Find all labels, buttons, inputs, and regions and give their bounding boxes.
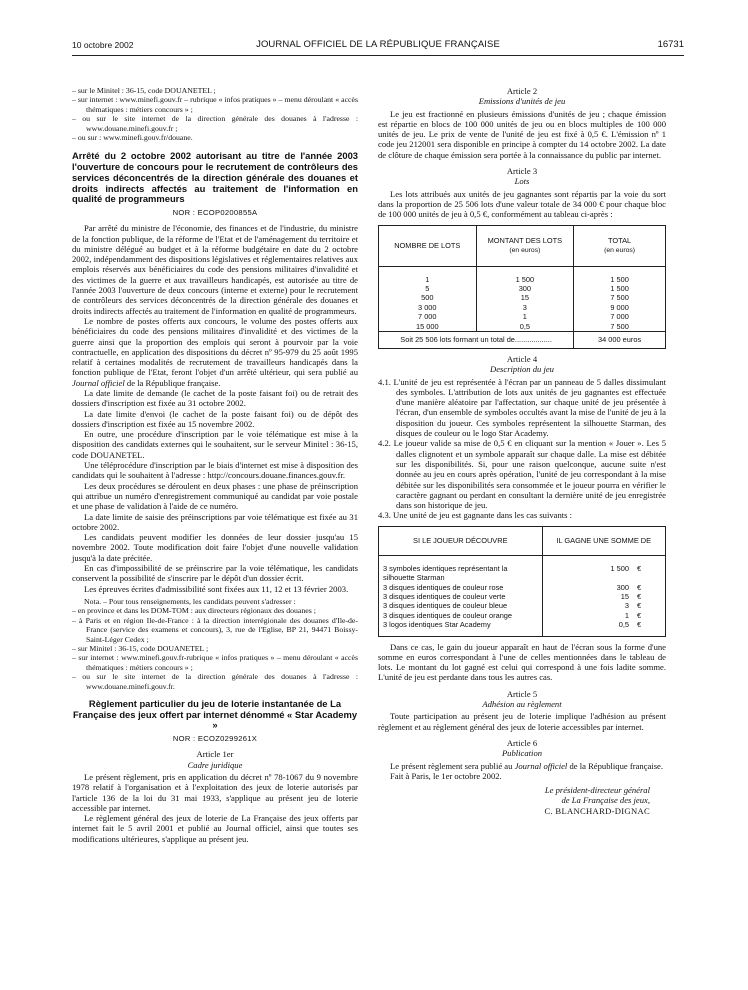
paragraph: Les épreuves écrites d'admissibilité sont fixées aux 11, 12 et 13 février 2003. xyxy=(84,583,349,594)
page-number: 16731 xyxy=(657,39,684,50)
article-subtitle: Publication xyxy=(501,748,543,759)
paragraph: La date limite de saisie des préinscriptions par voie télématique est fixée au 31 octobre 2002. xyxy=(72,511,358,532)
list-item: – sur le Minitel : 36-15, code DOUANETEL ; xyxy=(72,86,216,95)
column-header: MONTANT DES LOTS (en euros) xyxy=(476,225,574,266)
article-subtitle: Adhésion au règlement xyxy=(482,699,562,710)
list-item: – sur Minitel : 36-15, code DOUANETEL ; xyxy=(72,643,209,653)
list-item: 4.3. Une unité de jeu est gagnante dans les cas suivants : xyxy=(378,510,573,521)
column-header: TOTAL (en euros) xyxy=(574,225,666,266)
reglement-title: Règlement particulier du jeu de loterie instantanée de La Française des jeux offert par internet dénommé « Star Academy » xyxy=(72,698,358,731)
nota xyxy=(72,597,358,691)
description-list xyxy=(378,377,666,521)
paragraph: Dans ce cas, le gain du joueur apparaît en haut de l'écran sous la forme d'une somme en euros correspondant à l'une de celles mentionnées dans le tableau de lots. Le montant du lot gagné est celui qui correspond à une fois ladite somme. L'unité de jeu est perdante dans tous les autres cas. xyxy=(378,641,666,683)
list-item: – à Paris et en région Ile-de-France : à la direction interrégionale des douanes d'Ile-de-France (service des examens et concours), 3, rue de l'Eglise, BP 21, 94471 Boissy-Saint-Léger Cedex ; xyxy=(72,615,358,644)
article-subtitle: Cadre juridique xyxy=(187,759,243,770)
arrete-nor: NOR : ECOP0200855A xyxy=(172,207,258,217)
article-heading: Article 4 xyxy=(506,354,538,364)
paragraph: Le règlement général des jeux de loterie de La Française des jeux offerts par internet fait le 5 avril 2001 et publié au Journal officiel, ainsi que toutes ses modifications ultérieures, s'applique au présent jeu. xyxy=(72,813,358,844)
paragraph: La date limite de demande (le cachet de la poste faisant foi) ou de retrait des dossiers d'inscription est fixée au 31 octobre 2002. xyxy=(72,388,358,409)
header-rule xyxy=(72,55,684,56)
page-header xyxy=(72,40,684,54)
column-header: NOMBRE DE LOTS xyxy=(379,225,477,266)
article-subtitle: Lots xyxy=(514,176,530,187)
signatory-name: C. BLANCHARD-DIGNAC xyxy=(544,805,650,816)
column-header: IL GAGNE UNE SOMME DE xyxy=(542,526,665,555)
article-heading: Article 3 xyxy=(506,166,538,177)
header-date: 10 octobre 2002 xyxy=(72,40,134,50)
signatory-org: de La Française des jeux, xyxy=(561,795,650,806)
list-item: 4.2. Le joueur valide sa mise de 0,5 € en cliquant sur la mention « Jouer ». Les 5 dalles clignotent et un symbole apparaît sur chaque dalle. La mise est débitée sur les disponibilités. Si, pour une raison quelconque, aucune suite n'est donnée au jeu en cours après opération, l'unité de jeu correspondant à la mise débitée sur les disponibilités sera consommée et le joueur pourra en vérifier le caractère gagnant ou perdant en consultant la dernière unité de jeu enregistrée dans son historique de jeu. xyxy=(378,438,666,511)
signature-block xyxy=(378,785,666,816)
paragraph: Le nombre de postes offerts aux concours, le volume des postes offerts aux bénéficiaires du code des pensions militaires d'invalidité et des victimes de la guerre ainsi que la proportion des emplois qui seront à pourvoir par la voie contractuelle, en application des dispositions du décret nº 95-979 du 25 août 1995 relatif à certaines modalités de recrutement de travailleurs handicapés dans la fonction publique de l'Etat, feront l'objet d'un arrêté ultérieur, qui sera publié au Journal officiel de la République française. xyxy=(72,315,358,388)
paragraph: Le présent règlement, pris en application du décret nº 78-1067 du 9 novembre 1978 relatif à l'organisation et à l'exploitation des jeux de loterie autorisés par l'article 136 de la loi du 31 mai 1933, s'applique au présent jeu de loterie accessible par internet. xyxy=(72,772,358,813)
header-title: JOURNAL OFFICIEL DE LA RÉPUBLIQUE FRANÇAISE xyxy=(256,39,500,50)
article-heading: Article 5 xyxy=(506,688,538,699)
paragraph: Les lots attribués aux unités de jeu gagnantes sont répartis par la voie du sort dans la proportion de 25 506 lots d'une valeur totale de 34 000 € pour chaque bloc de 100 000 unités de jeu à 0,5 €, conformément au tableau ci-après : xyxy=(378,188,666,220)
paragraph: Une téléprocédure d'inscription par le biais d'internet est mise à disposition des candidats qui le souhaitent à l'adresse : http://concours.douane.finances.gouv.fr. xyxy=(72,460,358,481)
contact-list xyxy=(72,86,358,142)
table-row: 1 5 500 3 000 7 000 15 000 1 500 300 15 3 1 0,5 1 500 1 500 7 500 9 000 7 000 7 500 xyxy=(379,266,666,331)
article-heading: Article 6 xyxy=(506,737,538,748)
list-item: – en province et dans les DOM-TOM : aux directeurs régionaux des douanes ; xyxy=(72,606,316,616)
paragraph: Le présent règlement sera publié au Journal officiel de la République française. xyxy=(390,760,663,771)
article-heading: Article 2 xyxy=(506,86,538,96)
table-total-row xyxy=(379,332,666,349)
lots-table xyxy=(378,225,666,349)
arrete-title: Arrêté du 2 octobre 2002 autorisant au titre de l'année 2003 l'ouverture de concours pour le recrutement de contrôleurs des services déconcentrés de la direction générale des douanes et droits indirects affectés au traitement de l'information en qualité de programmeurs xyxy=(72,150,358,205)
paragraph: Par arrêté du ministre de l'économie, des finances et de l'industrie, du ministre de la fonction publique, de la réforme de l'Etat et de l'aménagement du territoire et du ministre délégué au budget et à la réforme budgétaire en date du 2 octobre 2002, indépendamment des dispositions législatives et réglementaires relatives aux emplois réservés aux bénéficiaires du code des pensions militaires d'invalidité et des victimes de la guerre et aux travailleurs handicapés, est autorisée au titre de l'année 2003 l'ouverture de deux concours (interne et externe) pour le recrutement de contrôleurs des services déconcentrés de la direction générale des douanes et droits indirects affectés au traitement de l'information en qualité de programmeurs. xyxy=(72,223,358,316)
list-item: 4.1. L'unité de jeu est représentée à l'écran par un panneau de 5 dalles dissimulant des symboles. L'attribution de lots aux unités de jeu gagnantes est effectuée d'une manière aléatoire par l'affectation, sur chaque unité de jeu présentée à l'écran, d'un ensemble de symboles occultés avant la mise de l'unité de jeu à la disposition du joueur. Ces symboles représentent la silhouette Starman, des disques de couleur ou le logo Star Academy. xyxy=(378,376,666,439)
paragraph: Le jeu est fractionné en plusieurs émissions d'unités de jeu ; chaque émission est répartie en blocs de 100 000 unités de jeu ou en blocs multiples de 100 000 unités de jeu. Le prix de vente de l'unité de jeu est fixé à 0,5 €. L'émission nº 1 code jeu 212001 sera disponible en principe à compter du 14 octobre 2002. La date de clôture de chaque émission sera portée à la connaissance du public par internet. xyxy=(378,108,666,160)
signature-date: Fait à Paris, le 1er octobre 2002. xyxy=(390,770,502,781)
nota-intro: Nota. – Pour tous renseignements, les candidats peuvent s'adresser : xyxy=(84,596,296,606)
signatory-title: Le président-directeur général xyxy=(544,785,650,796)
article-subtitle: Emissions d'unités de jeu xyxy=(478,96,566,107)
article-heading: Article 1er xyxy=(196,749,234,760)
total-label: Soit 25 506 lots formant un total de.................. xyxy=(379,332,574,349)
paragraph: La date limite d'envoi (le cachet de la poste faisant foi) ou de dépôt des dossiers d'inscription est fixée au 15 novembre 2002. xyxy=(72,408,358,429)
paragraph: Toute participation au présent jeu de loterie implique l'adhésion au présent règlement et au règlement général des jeux de loterie accessibles par internet. xyxy=(378,711,666,732)
right-column xyxy=(378,86,666,816)
article-subtitle: Description du jeu xyxy=(490,364,554,375)
list-item: – ou sur : www.minefi.gouv.fr/douane. xyxy=(72,133,193,143)
column-header: SI LE JOUEUR DÉCOUVRE xyxy=(379,526,543,555)
table-header-row xyxy=(379,225,666,266)
list-item: – ou sur le site internet de la direction générale des douanes à l'adresse : www.douane.minefi.gouv.fr ; xyxy=(72,114,358,133)
list-item: – sur internet : www.minefi.gouv.fr-rubrique « infos pratiques » – menu déroulant « accès thématiques : métiers concours » ; xyxy=(72,653,358,672)
paragraph: Les candidats peuvent modifier les données de leur dossier jusqu'au 15 novembre 2002. Toute modification doit faire l'objet d'une nouvelle validation jusqu'à la date précitée. xyxy=(72,532,358,563)
paragraph: En cas d'impossibilité de se préinscrire par la voie télématique, les candidats conservent la possibilité de s'inscrire par le dépôt d'un dossier écrit. xyxy=(72,563,358,584)
list-item: – sur internet : www.minefi.gouv.fr – rubrique « infos pratiques » – menu déroulant « accès thématiques : métiers concours » ; xyxy=(72,95,358,114)
reglement-nor: NOR : ECOZ0299261X xyxy=(172,734,258,744)
list-item: – ou sur le site internet de la direction générale des douanes à l'adresse : www.douane.minefi.gouv.fr. xyxy=(72,672,358,691)
total-value: 34 000 euros xyxy=(574,332,666,349)
paragraph: En outre, une procédure d'inscription par le voie télématique est mise à la disposition des candidats externes qui le souhaitent, sur le serveur Minitel : 36-15, code DOUANETEL. xyxy=(72,429,358,460)
table-header-row xyxy=(379,526,666,555)
left-column xyxy=(72,86,358,844)
gains-table xyxy=(378,526,666,637)
paragraph: Les deux procédures se déroulent en deux phases : une phase de préinscription qui attribue un numéro d'enregistrement communiqué au candidat par voie postale et une phase de validation à l'aide de ce numéro. xyxy=(72,480,358,512)
table-row: 3 symboles identiques représentant la silhouette Starman 3 disques identiques de couleur rose 3 disques identiques de couleur verte 3 disques identiques de couleur bleue 3 disques identiques de couleur orange 3 logos identiques Star Academy 1 500 300 15 3 1 0,5 € € € € € € xyxy=(379,555,666,636)
